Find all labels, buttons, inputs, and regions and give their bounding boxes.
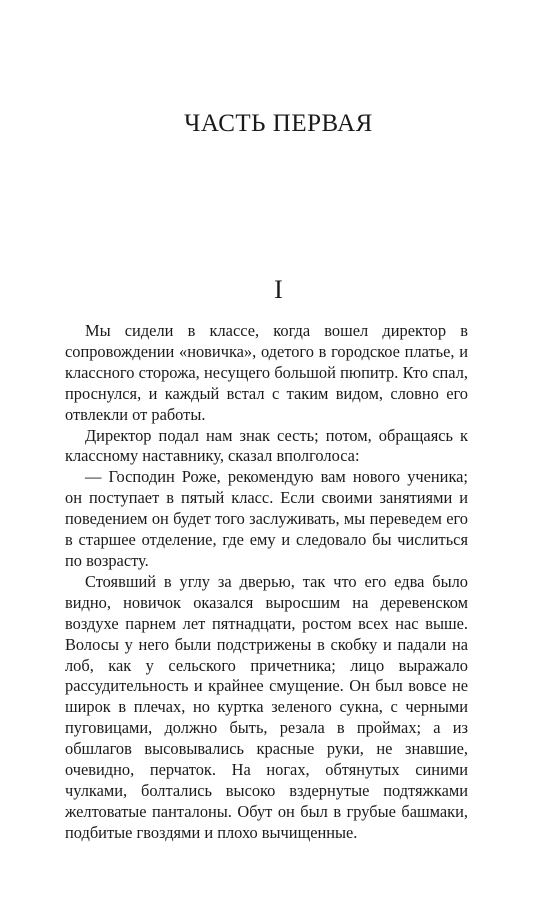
paragraph: Директор подал нам знак сесть; потом, обращаясь к классному наставнику, сказал вполголоса: xyxy=(65,425,468,466)
part-title: ЧАСТЬ ПЕРВАЯ xyxy=(184,110,373,137)
chapter-text xyxy=(65,321,468,844)
paragraph: — Господин Роже, рекомендую вам нового ученика; он поступает в пятый класс. Если своими занятиями и поведением он будет того заслуживать, мы переведем его в старшее отделение, где ему и следовало бы числиться по возрасту. xyxy=(65,467,468,570)
paragraph: Стоявший в углу за дверью, так что его едва было видно, новичок оказался выросшим на деревенском воздухе парнем лет пятнадцати, ростом всех нас выше. Волосы у него были подстрижены в скобку и падали на лоб, как у сельского причетника; лицо выражало рассудительность и крайнее смущение. Он был вовсе не широк в плечах, но куртка зеленого сукна, с черными пуговицами, должно быть, резала в проймах; а из обшлагов высовывались красные руки, не знавшие, очевидно, перчаток. На ногах, обтянутых синими чулками, болтались высоко вздернутые подтяжками желтоватые панталоны. Обут он был в грубые башмаки, подбитые гвоздями и плохо вычищенные. xyxy=(65,571,468,842)
paragraph: Мы сидели в классе, когда вошел директор в сопровождении «новичка», одетого в городское платье, и классного сторожа, несущего большой пюпитр. Кто спал, проснулся, и каждый встал с таким видом, словно его отвлекли от работы. xyxy=(65,321,468,424)
chapter-number: I xyxy=(274,275,283,304)
